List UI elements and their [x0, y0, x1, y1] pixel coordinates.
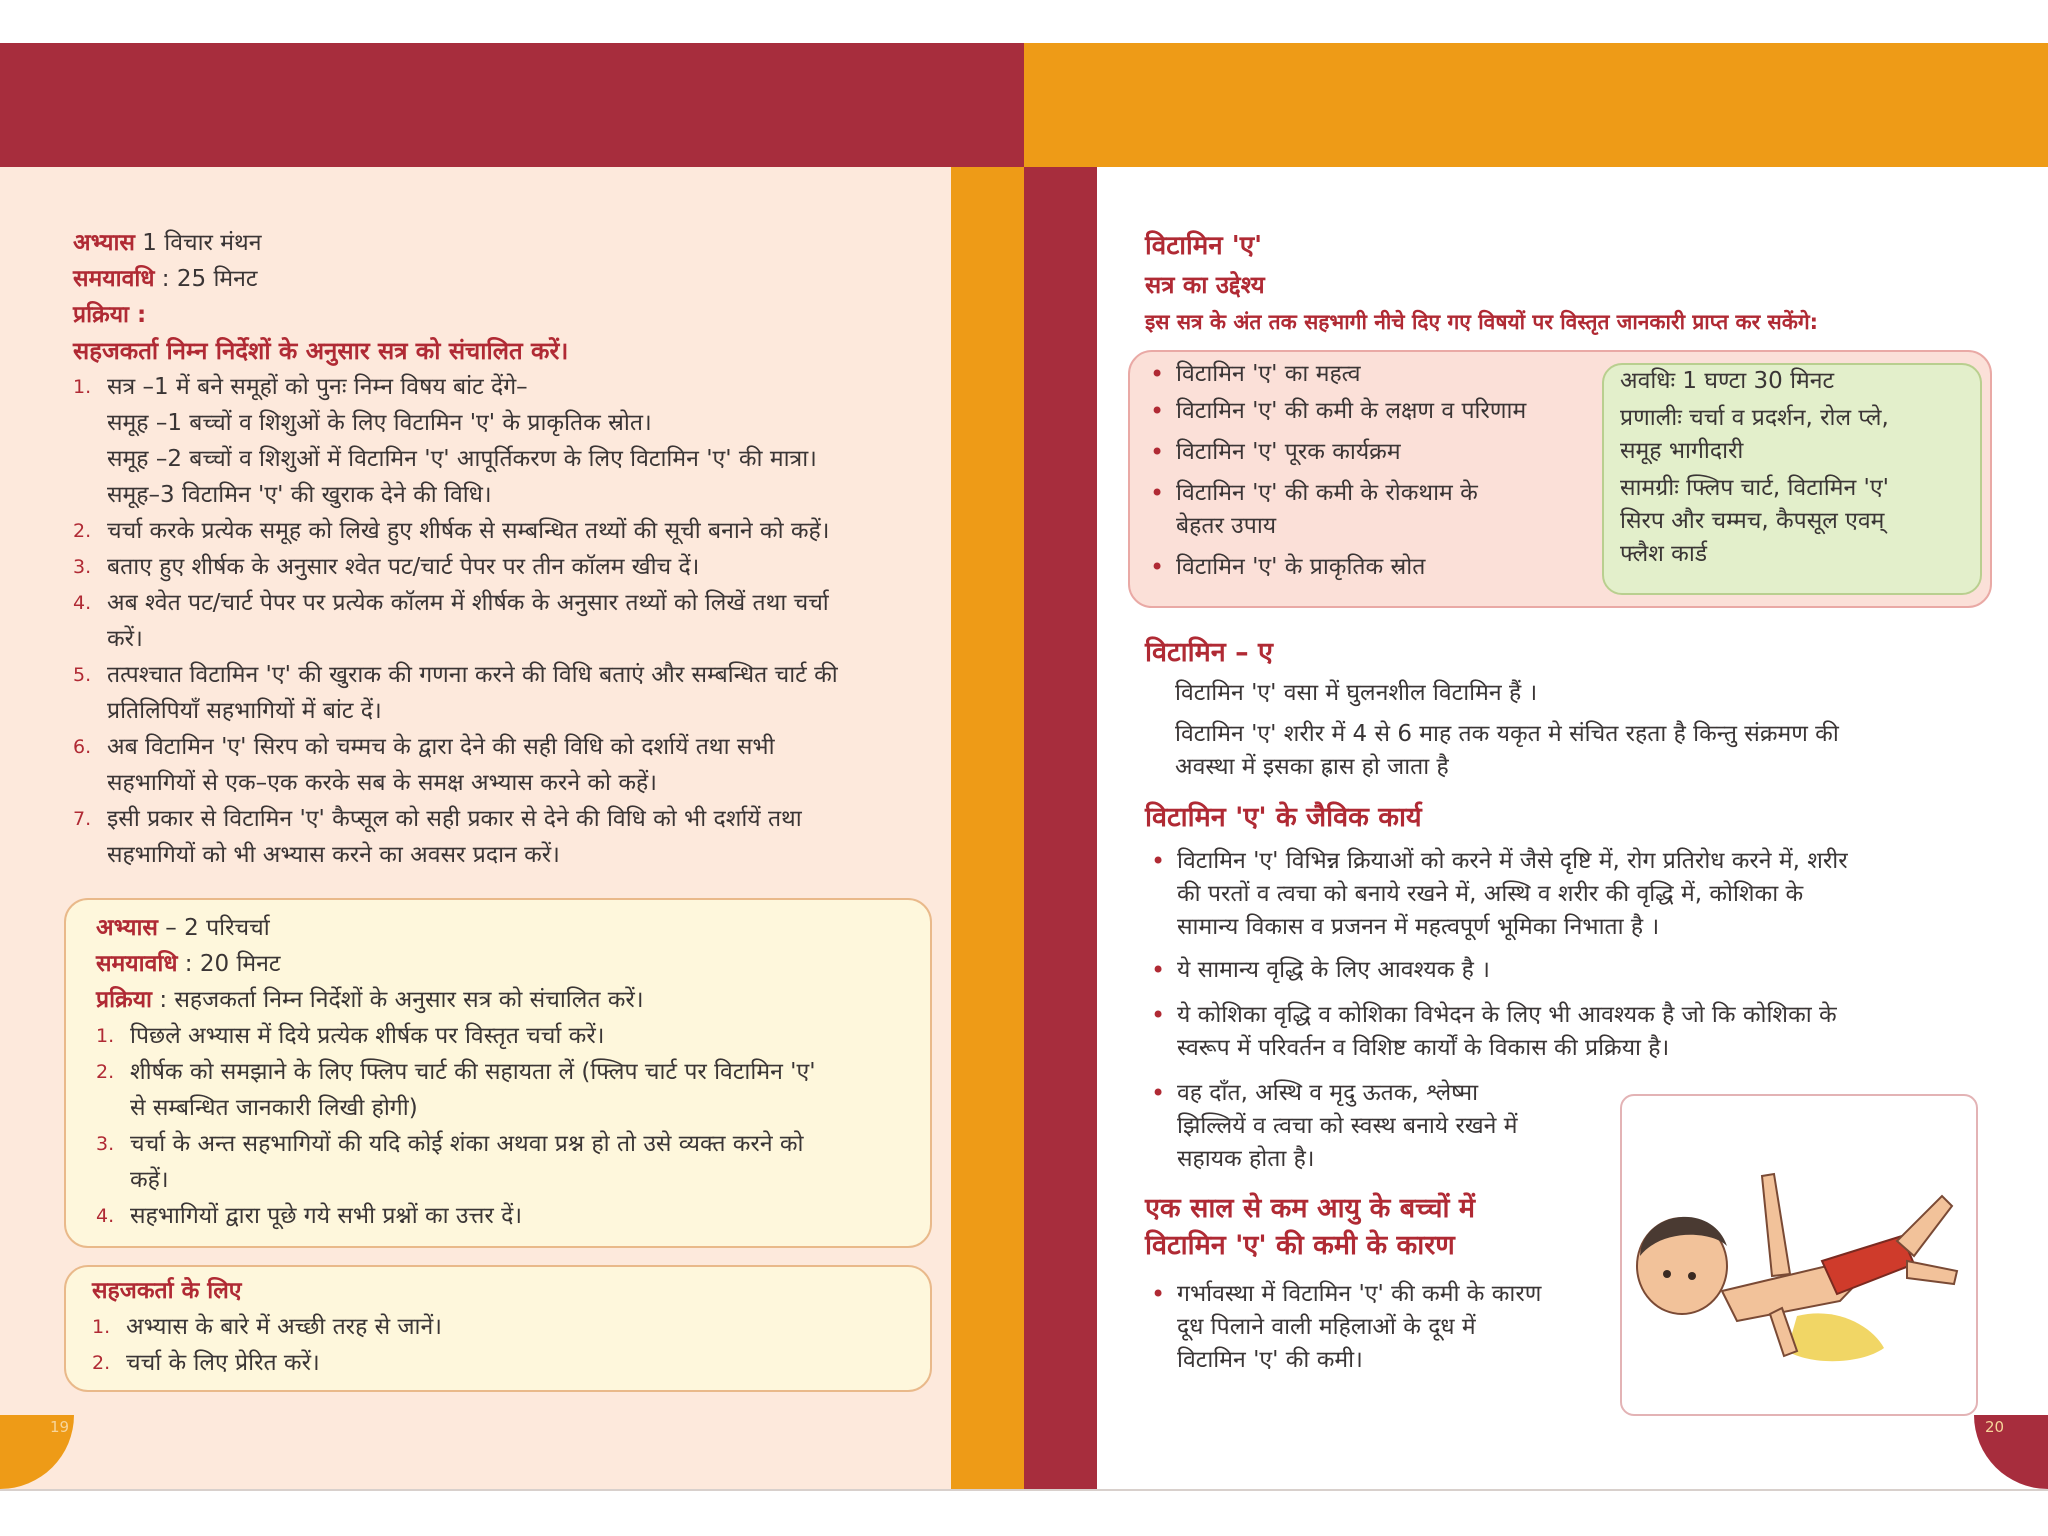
- left-orange-strip: [951, 167, 1024, 1489]
- list-item: 3. बताए हुए शीर्षक के अनुसार श्वेत पट/चार्ट पेपर पर तीन कॉलम खीच दें।: [73, 554, 700, 580]
- list-item: 5. तत्पश्चात विटामिन 'ए' की खुराक की गणना करने की विधि बताएं और सम्बन्धित चार्ट की प्रतिलिपियाँ सहभागियों में बांट दें।: [73, 662, 838, 724]
- left-header-band: [0, 43, 1024, 167]
- exercise-1-steps: [73, 369, 933, 873]
- list-item: 1. पिछले अभ्यास में दिये प्रत्येक शीर्षक पर विस्तृत चर्चा करें।: [96, 1023, 605, 1049]
- right-red-strip: [1024, 167, 1097, 1489]
- objective-text: इस सत्र के अंत तक सहभागी नीचे दिए गए विषयों पर विस्तृत जानकारी प्राप्त कर सकेंगे:: [1145, 310, 1819, 334]
- list-item: 2. चर्चा करके प्रत्येक समूह को लिखे हुए शीर्षक से सम्बन्धित तथ्यों की सूची बनाने को कहें।: [73, 518, 830, 544]
- list-item: 1. अभ्यास के बारे में अच्छी तरह से जानें।: [92, 1314, 442, 1340]
- exercise-2-box: [64, 898, 932, 1248]
- cause-heading: एक साल से कम आयु के बच्चों में विटामिन 'ए' की कमी के कारण: [1145, 1193, 1476, 1261]
- right-page-title: विटामिन 'ए': [1145, 231, 1263, 261]
- exercise-2-duration: समयावधि : 20 मिनट: [96, 951, 281, 977]
- right-page-number: 20: [1985, 1418, 2005, 1436]
- exercise-1-title: अभ्यास 1 विचार मंथन: [73, 230, 262, 256]
- list-item: • विटामिन 'ए' की कमी के रोकथाम के बेहतर उपाय: [1144, 477, 1584, 543]
- list-item: 7. इसी प्रकार से विटामिन 'ए' कैप्सूल को सही प्रकार से देने की विधि को भी दर्शायें तथा सहभागियों को भी अभ्यास करने का अवसर प्रदान करें।: [73, 806, 802, 868]
- list-item: 6. अब विटामिन 'ए' सिरप को चम्मच के द्वारा देने की सही विधि को दर्शायें तथा सभी सहभागियों से एक–एक करके सब के समक्ष अभ्यास करने को कहें।: [73, 734, 775, 796]
- list-item: • ये सामान्य वृद्धि के लिए आवश्यक है ।: [1145, 954, 2005, 987]
- session-info-box: [1602, 363, 1982, 595]
- bio-heading: विटामिन 'ए' के जैविक कार्य: [1145, 802, 1422, 833]
- section-heading: विटामिन – ए: [1145, 637, 1273, 668]
- session-duration: अवधिः 1 घण्टा 30 मिनट: [1620, 368, 1835, 394]
- objectives-list: [1144, 358, 1584, 584]
- objective-heading: सत्र का उद्देश्य: [1145, 271, 1265, 299]
- cause-list: [1145, 1278, 1625, 1377]
- list-item: • विटामिन 'ए' विभिन्न क्रियाओं को करने में जैसे दृष्टि में, रोग प्रतिरोध करने में, शरीर की परतों व त्वचा को बनाये रखने में, अस्थि व शरीर की वृद्धि में, कोशिका के सामान्य विकास व प्रजनन में महत्वपूर्ण भूमिका निभाता है ।: [1145, 845, 2005, 944]
- facilitator-steps: [92, 1309, 910, 1381]
- list-item: 2. चर्चा के लिए प्रेरित करें।: [92, 1350, 320, 1376]
- exercise-1: [73, 225, 933, 873]
- exercise-1-duration: समयावधि : 25 मिनट: [73, 266, 258, 292]
- facilitator-box: [64, 1265, 932, 1392]
- list-item: 4. सहभागियों द्वारा पूछे गये सभी प्रश्नों का उत्तर दें।: [96, 1203, 523, 1229]
- list-item: 4. अब श्वेत पट/चार्ट पेपर पर प्रत्येक कॉलम में शीर्षक के अनुसार तथ्यों को लिखें तथा चर्चा करें।: [73, 590, 829, 652]
- list-item: 2. शीर्षक को समझाने के लिए फ्लिप चार्ट की सहायता लें (फ्लिप चार्ट पर विटामिन 'ए' से सम्बन्धित जानकारी लिखी होगी): [96, 1059, 816, 1121]
- exercise-2-steps: [96, 1018, 910, 1234]
- left-page-number: 19: [50, 1418, 70, 1436]
- list-item: • विटामिन 'ए' पूरक कार्यक्रम: [1144, 436, 1584, 469]
- section-paragraphs: विटामिन 'ए' वसा में घुलनशील विटामिन हैं । विटामिन 'ए' शरीर में 4 से 6 माह तक यकृत मे संचित रहता है किन्तु संक्रमण की अवस्था में इसका ह्रास हो जाता है: [1175, 680, 1839, 780]
- list-item: 1. सत्र –1 में बने समूहों को पुनः निम्न विषय बांट देंगे– समूह –1 बच्चों व शिशुओं के लिए विटामिन 'ए' के प्राकृतिक स्रोत। समूह –2 बच्चों व शिशुओं में विटामिन 'ए' आपूर्तिकरण के लिए विटामिन 'ए' की मात्रा। समूह–3 विटामिन 'ए' की खुराक देने की विधि।: [73, 374, 817, 508]
- exercise-1-instruction: सहजकर्ता निम्न निर्देशों के अनुसार सत्र को संचालित करें।: [73, 337, 569, 365]
- bottom-divider: [0, 1489, 2048, 1491]
- list-item: • गर्भावस्था में विटामिन 'ए' की कमी के कारण दूध पिलाने वाली महिलाओं के दूध में विटामिन 'ए' की कमी।: [1145, 1278, 1625, 1377]
- list-item: • विटामिन 'ए' की कमी के लक्षण व परिणाम: [1144, 395, 1584, 428]
- right-header-band: [1024, 43, 2048, 167]
- exercise-1-process-label: प्रक्रिया :: [73, 302, 147, 328]
- sick-child-icon: [1622, 1096, 1976, 1414]
- session-method: प्रणालीः चर्चा व प्रदर्शन, रोल प्ले, समूह भागीदारी: [1620, 405, 1889, 464]
- list-item: 3. चर्चा के अन्त सहभागियों की यदि कोई शंका अथवा प्रश्न हो तो उसे व्यक्त करने को कहें।: [96, 1131, 804, 1193]
- list-item: • ये कोशिका वृद्धि व कोशिका विभेदन के लिए भी आवश्यक है जो कि कोशिका के स्वरूप में परिवर्तन व विशिष्ट कार्यों के विकास की प्रक्रिया है।: [1145, 999, 2005, 1065]
- facilitator-title: सहजकर्ता के लिए: [92, 1278, 242, 1304]
- exercise-2-process: प्रक्रिया : सहजकर्ता निम्न निर्देशों के अनुसार सत्र को संचालित करें।: [96, 987, 644, 1013]
- exercise-2-title: अभ्यास – 2 परिचर्चा: [96, 915, 270, 941]
- list-item: • विटामिन 'ए' के प्राकृतिक स्रोत: [1144, 551, 1584, 584]
- child-illustration: [1620, 1094, 1978, 1416]
- session-materials: सामग्रीः फ्लिप चार्ट, विटामिन 'ए' सिरप और चम्मच, कैपसूल एवम् फ्लैश कार्ड: [1620, 475, 1889, 567]
- list-item: • वह दाँत, अस्थि व मृदु ऊतक, श्लेष्मा झिल्लियें व त्वचा को स्वस्थ बनाये रखने में सहायक होता है।: [1145, 1077, 1627, 1176]
- list-item: • विटामिन 'ए' का महत्व: [1144, 358, 1584, 391]
